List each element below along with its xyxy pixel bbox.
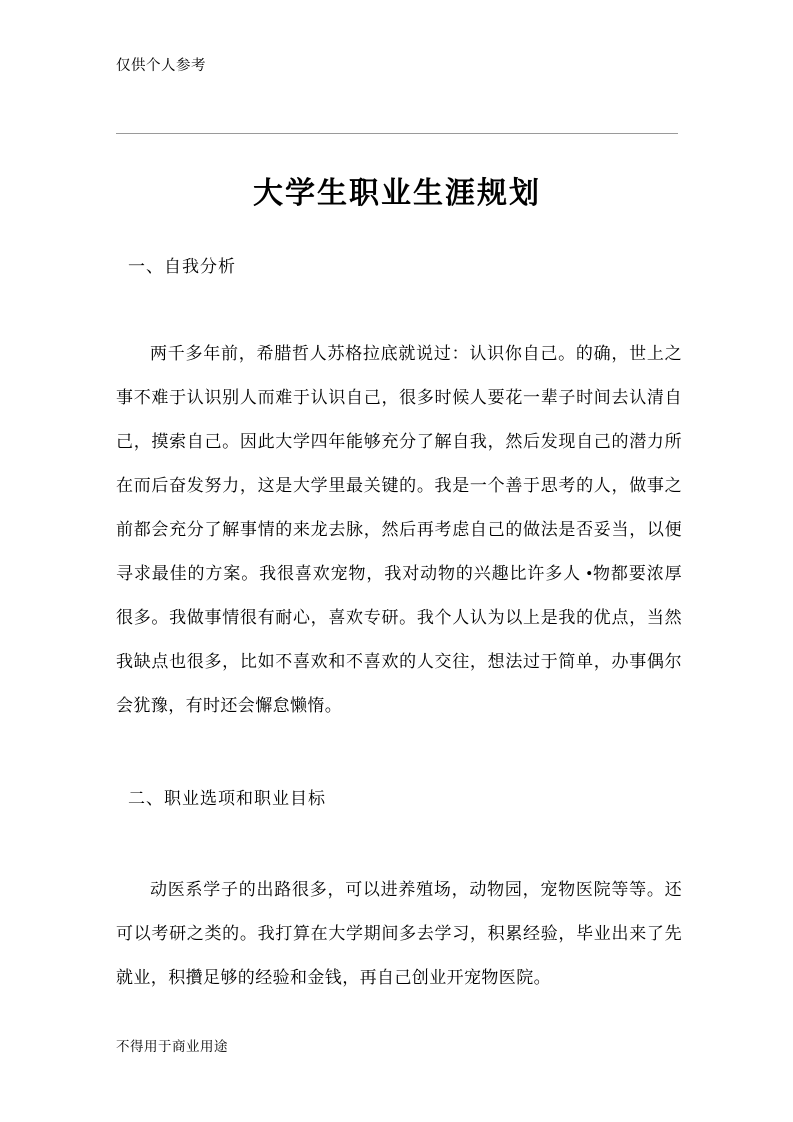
page-title: 大学生职业生涯规划: [253, 177, 541, 211]
header-note: 仅供个人参考: [116, 58, 206, 74]
section-heading-self-analysis: 一、自我分析: [128, 257, 236, 276]
footer-note: 不得用于商业用途: [116, 1039, 228, 1054]
section-body-self-analysis: 两千多年前，希腊哲人苏格拉底就说过：认识你自己。的确，世上之事不难于认识别人而难于认识自己，很多时候人要花一辈子时间去认清自己，摸索自己。因此大学四年能够充分了解自我，然后发现自己的潜力所在而后奋发努力，这是大学里最关键的。我是一个善于思考的人，做事之前都会充分了解事情的来龙去脉，然后再考虑自己的做法是否妥当，以便寻求最佳的方案。我很喜欢宠物，我对动物的兴趣比许多人 •物都要浓厚很多。我做事情很有耐心，喜欢专研。我个人认为以上是我的优点，当然我缺点也很多，比如不喜欢和不喜欢的人交往，想法过于简单，办事偶尔会犹豫，有时还会懈怠懒惰。: [116, 344, 682, 715]
section-heading-career-options: 二、职业选项和职业目标: [128, 789, 326, 808]
section-body-career-options: 动医系学子的出路很多，可以进养殖场，动物园，宠物医院等等。还可以考研之类的。我打算在大学期间多去学习，积累经验，毕业出来了先就业，积攢足够的经验和金钱，再自己创业开宠物医院。: [116, 880, 682, 987]
horizontal-divider: [116, 133, 678, 134]
